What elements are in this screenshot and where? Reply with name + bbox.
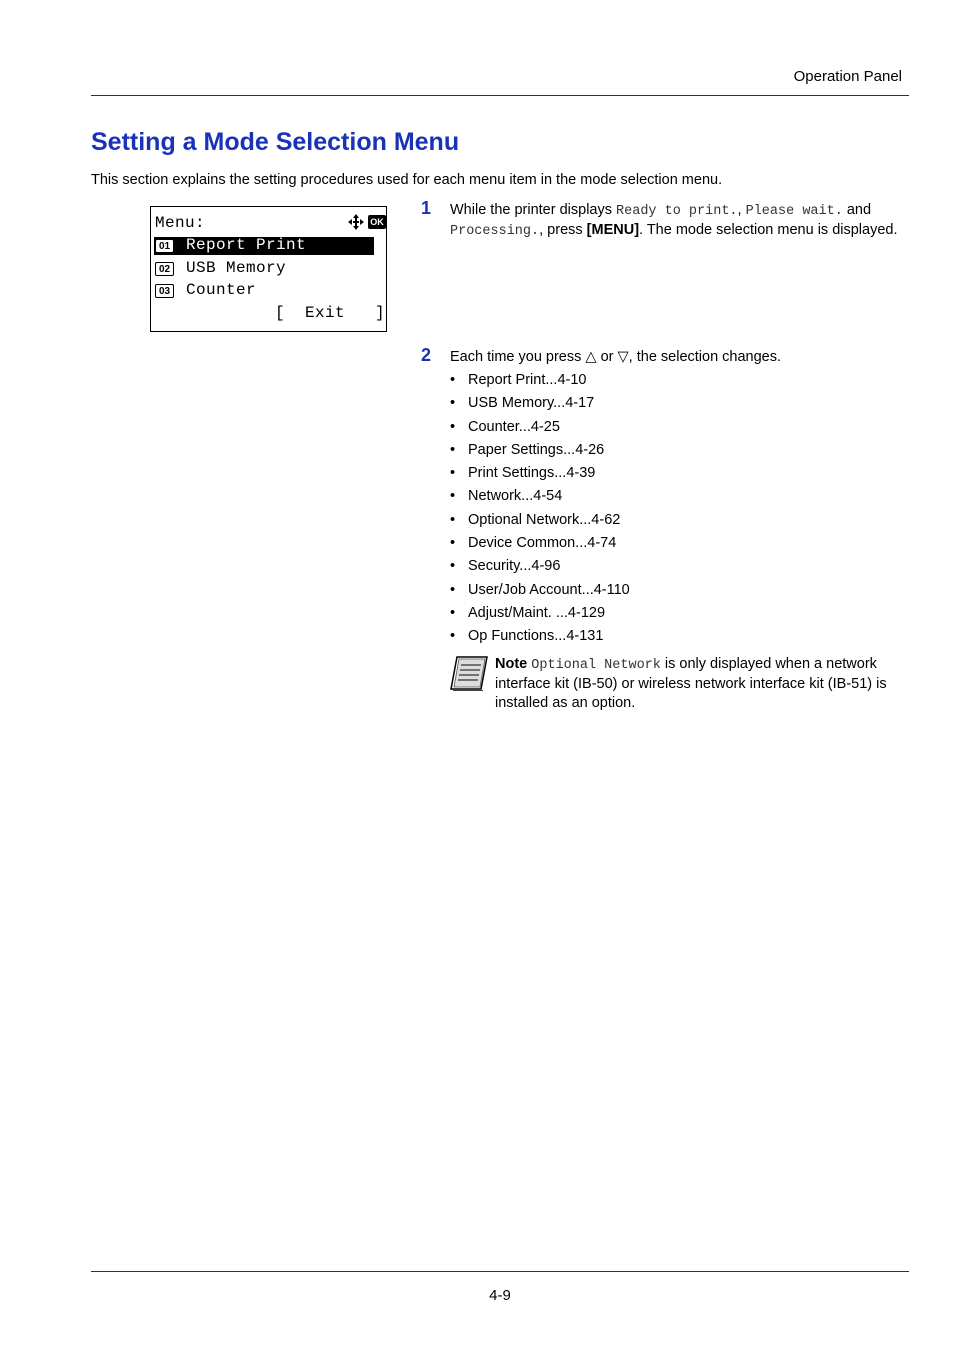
step1-code-please-wait: Please wait. (745, 204, 843, 219)
lcd-item-label: Counter (186, 281, 257, 299)
list-item: • Security...4-96 (450, 557, 630, 580)
list-item: • Paper Settings...4-26 (450, 441, 630, 464)
step2-or: or (596, 349, 618, 365)
page-title: Setting a Mode Selection Menu (91, 128, 460, 156)
navigation-arrows-icon (348, 214, 364, 230)
step1-text-a: While the printer displays (450, 202, 617, 218)
list-item: • Print Settings...4-39 (450, 464, 630, 487)
intro-paragraph: This section explains the setting procedures used for each menu item in the mode selection menu. (91, 172, 723, 188)
up-arrow-icon: △ (585, 349, 597, 365)
number-01-icon: 01 (155, 239, 174, 253)
note-text (495, 655, 909, 713)
lcd-item-label: USB Memory (186, 259, 287, 277)
list-item: • Report Print...4-10 (450, 371, 630, 394)
note-code: Optional Network (531, 658, 661, 673)
list-item: • Op Functions...4-131 (450, 627, 630, 650)
list-item: • Network...4-54 (450, 487, 630, 510)
lcd-screen (150, 206, 387, 332)
list-item: • Optional Network...4-62 (450, 511, 630, 534)
lcd-heading: Menu: (155, 214, 206, 232)
list-item: • USB Memory...4-17 (450, 394, 630, 417)
lcd-selected-row (154, 237, 374, 255)
running-header: Operation Panel (793, 68, 902, 85)
step1-menu-key: [MENU] (586, 222, 640, 238)
step1-text (450, 201, 910, 241)
step2-text (450, 348, 910, 367)
step1-text-b: and (842, 202, 872, 218)
menu-item-list (450, 371, 630, 651)
step1-text-c: , press (539, 222, 587, 238)
step1-code-processing: Processing. (450, 224, 540, 239)
lcd-item-label: Report Print (186, 236, 307, 254)
note-label: Note (495, 656, 528, 672)
down-arrow-icon: ▽ (617, 349, 629, 365)
step2-text-a: Each time you press (450, 349, 586, 365)
footer-rule (91, 1271, 909, 1272)
step1-code-ready: Ready to print. (616, 204, 738, 219)
list-item: • User/Job Account...4-110 (450, 581, 630, 604)
list-item: • Adjust/Maint. ...4-129 (450, 604, 630, 627)
step1-sep: , (737, 202, 746, 218)
step1-text-d: . The mode selection menu is displayed. (639, 222, 898, 238)
note-body: is only displayed when a network interface kit (IB-50) or wireless network interface kit (IB-51) is installed as an option. (495, 656, 887, 711)
header-rule (91, 95, 909, 96)
list-item: • Device Common...4-74 (450, 534, 630, 557)
lcd-softkey-exit: [ Exit ] (275, 304, 386, 322)
page-number: 4-9 (489, 1287, 511, 1304)
step-number: 1 (421, 198, 432, 218)
step2-text-b: , the selection changes. (628, 349, 782, 365)
number-02-icon: 02 (155, 262, 174, 276)
list-item: • Counter...4-25 (450, 418, 630, 441)
step-number: 2 (421, 345, 432, 365)
ok-icon: OK (368, 215, 386, 229)
note-icon (449, 655, 489, 691)
number-03-icon: 03 (155, 284, 174, 298)
